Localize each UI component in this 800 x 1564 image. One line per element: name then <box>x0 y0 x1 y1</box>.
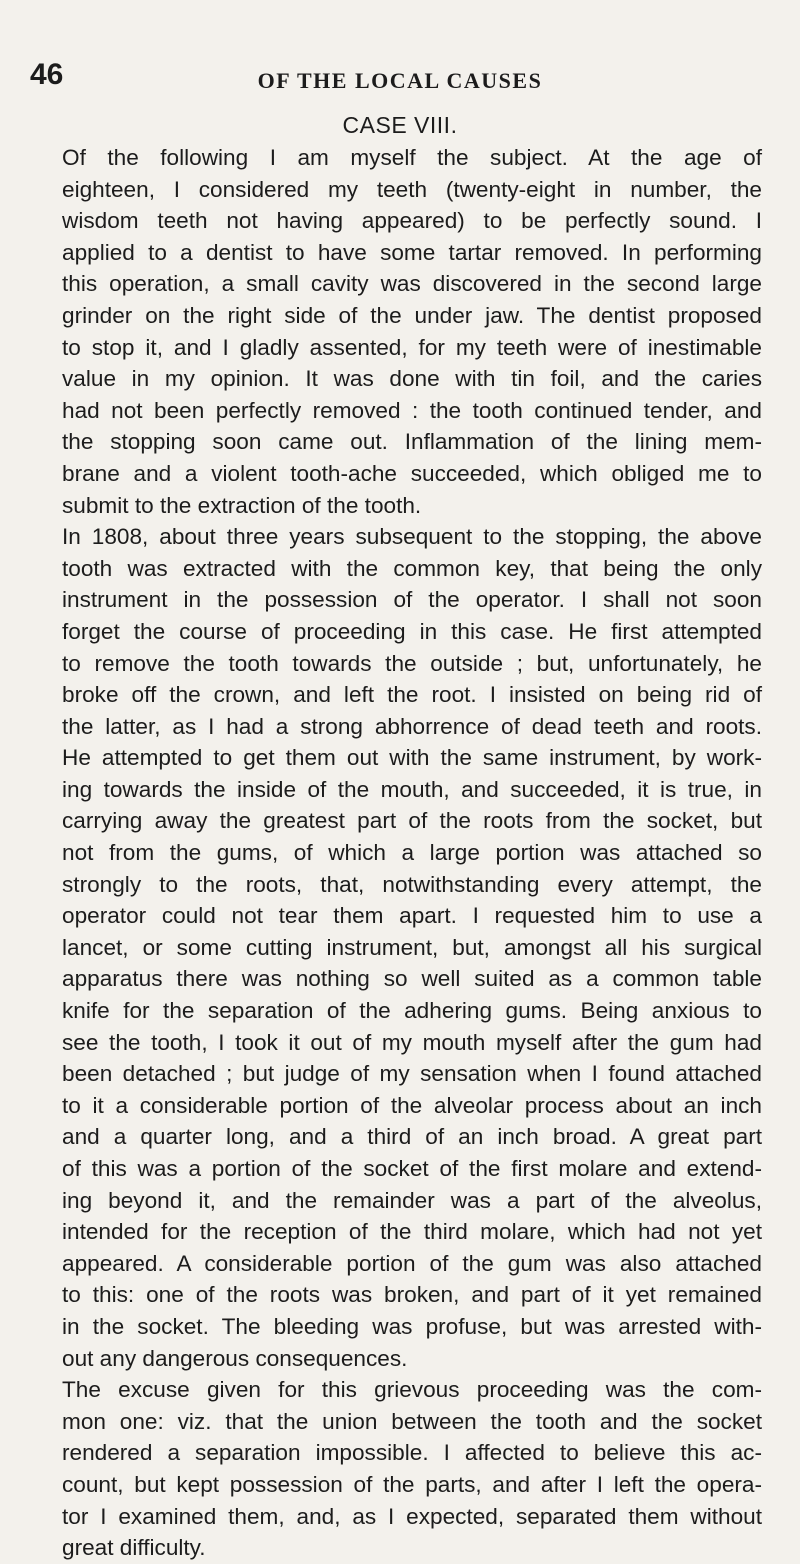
running-head: OF THE LOCAL CAUSES <box>257 68 543 93</box>
paragraph <box>62 1374 762 1564</box>
text-line: been detached ; but judge of my sensation when I found attached <box>62 1061 762 1087</box>
text-line: to it a considerable portion of the alveolar process about an inch <box>62 1092 762 1118</box>
text-line: appeared. A considerable portion of the gum was also attached <box>62 1250 762 1276</box>
text-line: mon one: viz. that the union between the tooth and the socket <box>62 1408 762 1434</box>
text-line: The excuse given for this grievous proceeding was the com- <box>62 1377 762 1403</box>
text-line: to this: one of the roots was broken, and part of it yet remained <box>62 1282 762 1308</box>
text-line: apparatus there was nothing so well suited as a common table <box>62 966 762 992</box>
text-line: carrying away the greatest part of the roots from the socket, but <box>62 808 762 834</box>
text-line: In 1808, about three years subsequent to the stopping, the above <box>62 524 762 550</box>
text-line: strongly to the roots, that, notwithstanding every attempt, the <box>62 871 762 897</box>
text-line: Of the following I am myself the subject. At the age of <box>62 145 762 170</box>
text-line: eighteen, I considered my teeth (twenty-eight in number, the <box>62 176 762 202</box>
case-title: CASE VIII. <box>342 112 458 138</box>
text-line: He attempted to get them out with the same instrument, by work- <box>62 745 762 771</box>
text-line: intended for the reception of the third molare, which had not yet <box>62 1219 762 1245</box>
text-line: operator could not tear them apart. I requested him to use a <box>62 903 762 929</box>
text-line: in the socket. The bleeding was profuse, but was arrested with- <box>62 1313 762 1339</box>
text-line: wisdom teeth not having appeared) to be perfectly sound. I <box>62 208 762 234</box>
text-line: lancet, or some cutting instrument, but, amongst all his surgical <box>62 934 762 960</box>
text-line: to stop it, and I gladly assented, for my teeth were of inestimable <box>62 334 762 360</box>
text-line: forget the course of proceeding in this case. He first attempted <box>62 618 762 644</box>
text-line: ing beyond it, and the remainder was a part of the alveolus, <box>62 1187 762 1213</box>
text-line: tor I examined them, and, as I expected, separated them without <box>62 1503 762 1529</box>
text-line: not from the gums, of which a large portion was attached so <box>62 840 762 866</box>
text-line: applied to a dentist to have some tartar removed. In performing <box>62 239 762 265</box>
body-text <box>62 142 762 1564</box>
text-line: out any dangerous consequences. <box>62 1345 408 1371</box>
text-line: ing towards the inside of the mouth, and succeeded, it is true, in <box>62 776 762 802</box>
page-number: 46 <box>30 58 64 91</box>
text-line: knife for the separation of the adhering gums. Being anxious to <box>62 998 762 1024</box>
text-line: and a quarter long, and a third of an inch broad. A great part <box>62 1124 762 1150</box>
text-line: to remove the tooth towards the outside ; but, unfortunately, he <box>62 650 762 676</box>
text-line: this operation, a small cavity was discovered in the second large <box>62 271 762 297</box>
text-line: broke off the crown, and left the root. I insisted on being rid of <box>62 682 762 708</box>
paragraph <box>62 521 762 1374</box>
text-line: grinder on the right side of the under jaw. The dentist proposed <box>62 302 762 328</box>
text-line: great difficulty. <box>62 1535 206 1561</box>
text-line: brane and a violent tooth-ache succeeded, which obliged me to <box>62 460 762 486</box>
text-line: count, but kept possession of the parts, and after I left the opera- <box>62 1471 762 1497</box>
text-line: the stopping soon came out. Inflammation of the lining mem- <box>62 429 762 455</box>
text-line: see the tooth, I took it out of my mouth myself after the gum had <box>62 1029 762 1055</box>
text-line: the latter, as I had a strong abhorrence of dead teeth and roots. <box>62 713 762 739</box>
text-line: rendered a separation impossible. I affected to believe this ac- <box>62 1440 762 1466</box>
text-line: value in my opinion. It was done with tin foil, and the caries <box>62 366 762 392</box>
text-line: tooth was extracted with the common key, that being the only <box>62 555 762 581</box>
text-line: had not been perfectly removed : the tooth continued tender, and <box>62 397 762 423</box>
paragraph <box>62 142 762 521</box>
text-line: instrument in the possession of the operator. I shall not soon <box>62 587 762 613</box>
text-line: submit to the extraction of the tooth. <box>62 492 422 518</box>
text-line: of this was a portion of the socket of the first molare and extend- <box>62 1156 762 1181</box>
